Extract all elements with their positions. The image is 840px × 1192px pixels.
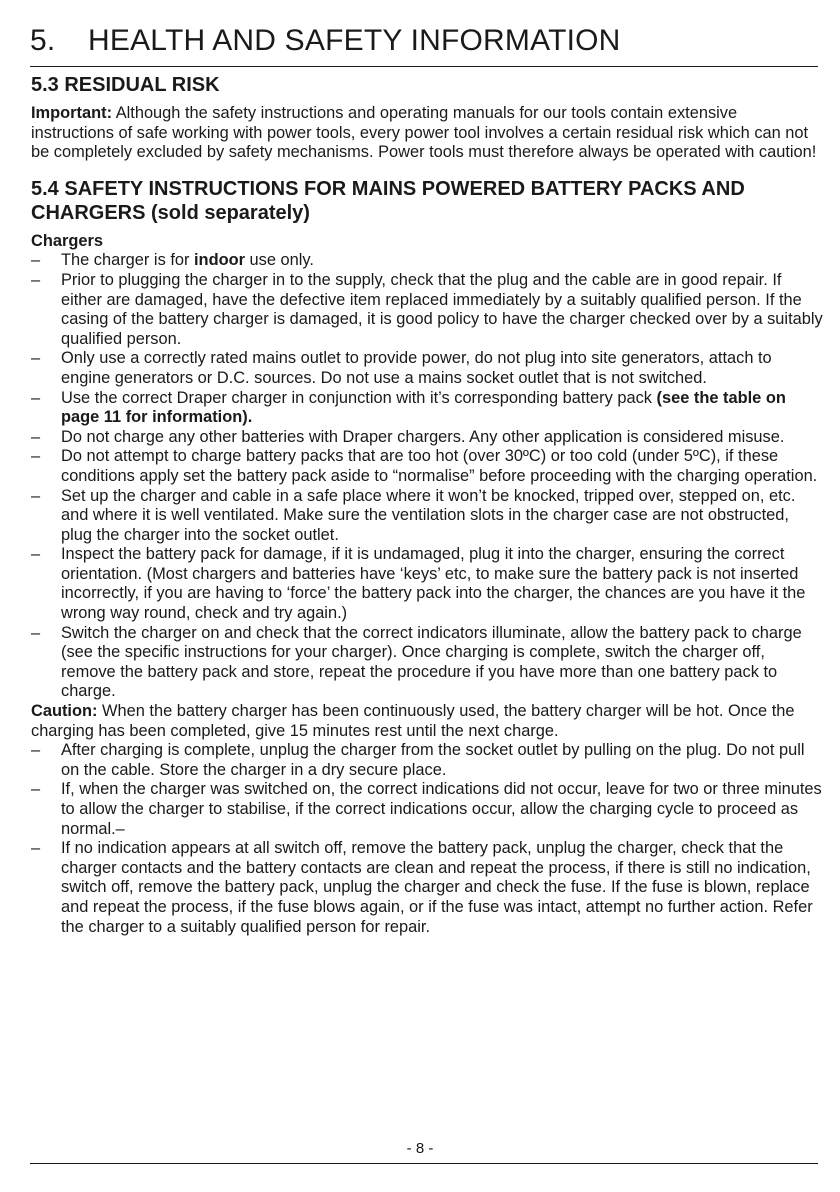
list-item <box>31 545 823 623</box>
page-number: - 8 - <box>406 1140 434 1157</box>
title-divider <box>30 66 818 67</box>
list-item-text: Switch the charger on and check that the correct indicators illuminate, allow the battery pack to charge (see the specific instructions for your charger). Once charging is complete, switch the charger off, remove the battery pack and store, repeat the procedure if you have more than one battery pack to charge. <box>61 623 802 701</box>
list-item-text: Only use a correctly rated mains outlet to provide power, do not plug into site generators, attach to engine generators or D.C. sources. Do not use a mains socket outlet that is not switched. <box>61 349 772 387</box>
list-item-text: The charger is for <box>61 251 194 270</box>
list-item <box>31 389 823 428</box>
list-item <box>31 349 823 388</box>
list-item <box>31 839 823 937</box>
footer-divider <box>30 1163 818 1164</box>
list-item <box>31 487 823 546</box>
page-content <box>31 73 823 937</box>
list-item-text-end: use only. <box>244 251 314 270</box>
chargers-subheading: Chargers <box>31 231 103 250</box>
list-item-emphasis: indoor <box>194 251 245 270</box>
list-item <box>31 780 823 839</box>
list-item-text: Use the correct Draper charger in conjunction with it’s corresponding battery pack <box>61 388 657 407</box>
list-item-text: After charging is complete, unplug the charger from the socket outlet by pulling on the plug. Do not pull on the cable. Store the charger in a dry secure place. <box>61 741 805 779</box>
list-item <box>31 741 823 780</box>
list-item-text: Prior to plugging the charger in to the supply, check that the plug and the cable are in good repair. If either are damaged, have the defective item replaced immediately by a suitably qualified person. If the casing of the battery charger is damaged, it is good policy to have the charger checked over by a suitably qualified person. <box>61 270 823 348</box>
list-item-text: Set up the charger and cable in a safe place where it won’t be knocked, tripped over, stepped on, etc. and where it is well ventilated. Make sure the ventilation slots in the charger case are not obstructed, plug the charger into the socket outlet. <box>61 486 796 544</box>
charger-instructions-list <box>31 251 823 702</box>
list-item-text: Do not attempt to charge battery packs that are too hot (over 30ºC) or too cold (under 5ºC), if these conditions apply set the battery pack aside to “normalise” before proceeding with the charging operation. <box>61 447 818 485</box>
list-item <box>31 447 823 486</box>
caution-paragraph <box>31 702 823 741</box>
list-item-text: Inspect the battery pack for damage, if it is undamaged, plug it into the charger, ensuring the correct orientation. (Most chargers and batteries have ‘keys’ etc, to make sure the battery pack is not inserted incorrectly, if you are having to ‘force’ the battery pack into the charger, the chances are you have it the wrong way round, check and try again.) <box>61 545 806 623</box>
safety-instructions-heading: 5.4 SAFETY INSTRUCTIONS FOR MAINS POWERED BATTERY PACKS AND CHARGERS (sold separately) <box>31 177 745 224</box>
list-item-emphasis: (see the table on page 11 for information). <box>61 388 786 427</box>
section-title: HEALTH AND SAFETY INFORMATION <box>88 24 621 57</box>
after-charging-list <box>31 741 823 937</box>
page-title <box>30 24 621 58</box>
list-item-text: If no indication appears at all switch off, remove the battery pack, unplug the charger, check that the charger contacts and the battery contacts are clean and repeat the process, if there is still no indication, switch off, remove the battery pack, unplug the charger and check the fuse. If the fuse is blown, replace and repeat the process, if the fuse blows again, or if the fuse was intact, attempt no further action. Refer the charger to a suitably qualified person for repair. <box>61 839 813 936</box>
section-number: 5. <box>30 24 56 57</box>
caution-label: Caution: <box>31 702 98 721</box>
important-label: Important: <box>31 104 113 122</box>
residual-risk-heading: 5.3 RESIDUAL RISK <box>31 74 220 96</box>
list-item <box>31 624 823 702</box>
list-item <box>31 271 823 349</box>
list-item-text: If, when the charger was switched on, the correct indications did not occur, leave for two or three minutes to allow the charger to stabilise, if the correct indications occur, allow the charging cycle to proceed as normal.– <box>61 780 822 838</box>
list-item <box>31 428 823 448</box>
residual-risk-paragraph <box>31 104 823 163</box>
residual-risk-text: Although the safety instructions and operating manuals for our tools contain extensive instructions of safe working with power tools, every power tool involves a certain residual risk which can not be completely excluded by safety mechanisms. Power tools must therefore always be operated with caution! <box>31 104 817 162</box>
list-item <box>31 251 823 271</box>
caution-text: When the battery charger has been continuously used, the battery charger will be hot. Once the charging has been completed, give 15 minutes rest until the next charge. <box>31 702 795 740</box>
list-item-text: Do not charge any other batteries with Draper chargers. Any other application is considered misuse. <box>61 427 785 446</box>
